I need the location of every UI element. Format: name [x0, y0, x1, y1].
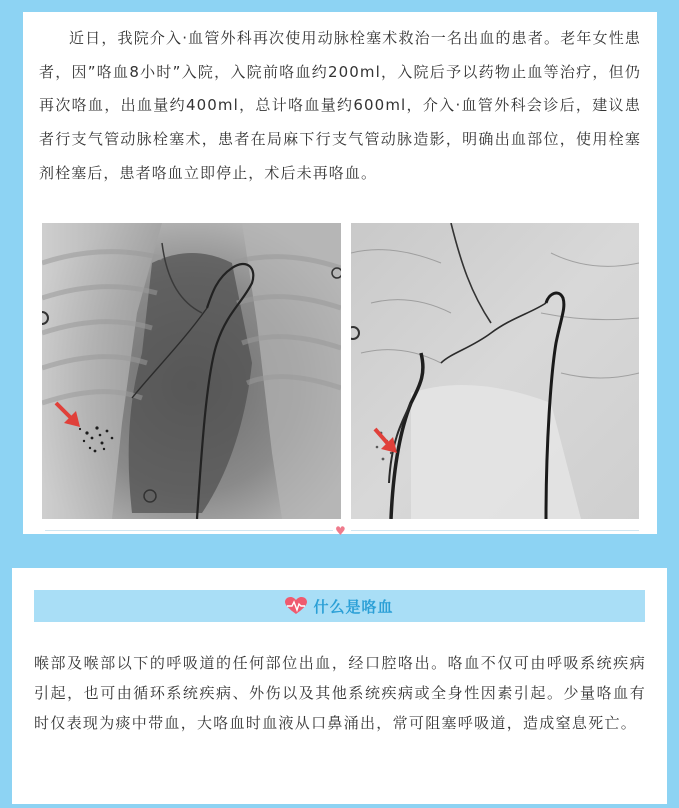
section-body: 喉部及喉部以下的呼吸道的任何部位出血，经口腔咯出。咯血不仅可由呼吸系统疾病引起，也可由循环系统疾病、外伤以及其他系统疾病或全身性因素引起。少量咯血有时仅表现为痰中带血，大咯血时血液从口鼻涌出，常可阻塞呼吸道，造成窒息死亡。: [34, 654, 646, 732]
xray-right-graphic: [351, 223, 639, 519]
article-paragraph: 近日，我院介入·血管外科再次使用动脉栓塞术救治一名出血的患者。老年女性患者，因”咯血8小时”入院，入院前咯血约200ml，入院后予以药物止血等治疗，但仍再次咯血，出血量约400ml，总计咯血量约600ml，介入·血管外科会诊后，建议患者行支气管动脉栓塞术，患者在局麻下行支气管动脉造影，明确出血部位，使用栓塞剂栓塞后，患者咯血立即停止，术后未再咯血。: [39, 29, 641, 182]
section-title: 什么是咯血: [313, 597, 394, 616]
heartbeat-icon: [285, 597, 307, 615]
divider-line-right: [351, 530, 639, 531]
xray-left-graphic: [42, 223, 341, 519]
divider-line-left: [45, 530, 333, 531]
section-header: [34, 590, 645, 622]
article-card: [23, 12, 657, 538]
xray-image-right: [351, 223, 639, 519]
definition-card: [12, 568, 667, 804]
xray-image-left: [42, 223, 341, 519]
heart-icon: ♥: [335, 524, 346, 538]
